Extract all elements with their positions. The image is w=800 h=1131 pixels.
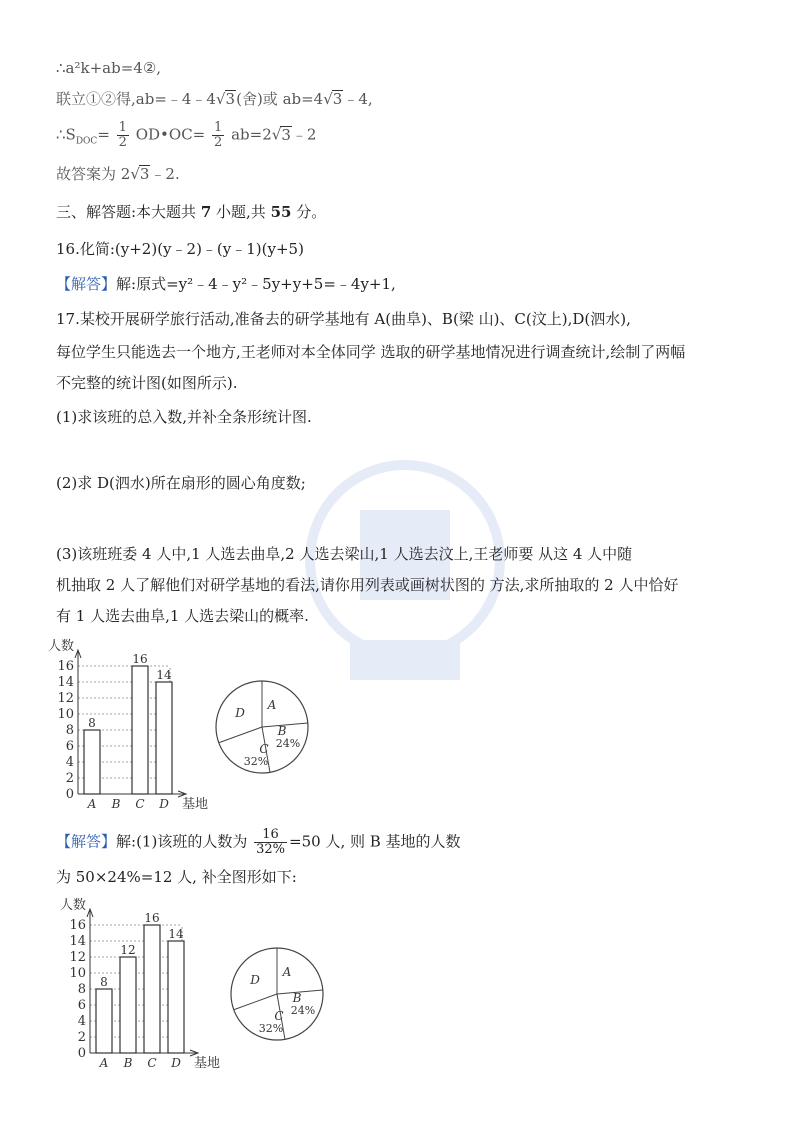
section-heading: 三、解答题:本大题共 7 小题,共 55 分。 — [56, 203, 327, 221]
y-tick-label: 4 — [65, 755, 74, 770]
derivation-line-1: ∴a²k+ab=4②, — [56, 59, 162, 77]
x-axis-label: 基地 — [194, 1056, 221, 1071]
y-tick-label: 4 — [77, 1014, 86, 1029]
x-tick-label: A — [87, 797, 97, 811]
x-tick-label: C — [135, 797, 145, 811]
y-tick-label: 6 — [65, 739, 74, 754]
x-axis-label: 基地 — [182, 797, 209, 812]
x-tick-label: D — [171, 1056, 181, 1070]
pie-slice-value: 24% — [275, 737, 301, 750]
pie-slice-value: 32% — [258, 1022, 284, 1035]
y-axis-label: 人数 — [48, 639, 75, 654]
y-tick-label: 0 — [77, 1046, 86, 1061]
pie-slice-label: B — [277, 724, 287, 738]
y-tick-label: 14 — [69, 934, 86, 949]
bar — [96, 989, 112, 1053]
y-axis-label: 人数 — [60, 898, 87, 913]
y-tick-label: 16 — [69, 918, 86, 933]
y-tick-label: 6 — [77, 998, 86, 1013]
y-tick-label: 8 — [77, 982, 86, 997]
pie-slice-value: 24% — [290, 1004, 316, 1017]
pie-slice-value: 32% — [243, 755, 269, 768]
y-tick-label: 12 — [57, 691, 74, 706]
y-tick-label: 2 — [77, 1030, 86, 1045]
bar — [132, 666, 148, 794]
x-tick-label: D — [159, 797, 169, 811]
derivation-line-2: 联立①②得,ab=﹣4﹣4√3(舍)或 ab=4√3﹣4, — [56, 90, 373, 108]
question-17-part3-line3: 有 1 人选去曲阜,1 人选去梁山的概率. — [56, 607, 309, 625]
watermark-emblem — [290, 440, 520, 700]
question-17-line3: 不完整的统计图(如图所示). — [56, 374, 238, 392]
x-tick-label: A — [99, 1056, 109, 1070]
pie-slice-label: D — [235, 706, 245, 720]
pie-slice-label: D — [250, 973, 260, 987]
y-tick-label: 10 — [57, 707, 74, 722]
question-16: 16.化简:(y+2)(y﹣2)﹣(y﹣1)(y+5) — [56, 240, 304, 258]
y-tick-label: 0 — [65, 787, 74, 802]
x-tick-label: C — [147, 1056, 157, 1070]
question-17-part2: (2)求 D(泗水)所在扇形的圆心角度数; — [56, 474, 306, 492]
pie-slice-label: A — [267, 698, 277, 712]
x-tick-label: B — [111, 797, 121, 811]
bar-data-label: 16 — [144, 911, 160, 925]
bar-data-label: 14 — [168, 927, 184, 941]
answer-17-line1: 【解答】解:(1)该班的人数为 $\frac{16}{32\%}$ =50 人, 则 B 基地的人数 — [56, 827, 461, 857]
y-tick-label: 12 — [69, 950, 86, 965]
bar-data-label: 12 — [120, 943, 136, 957]
bar — [84, 730, 100, 794]
question-17-part3-line1: (3)该班班委 4 人中,1 人选去曲阜,2 人选去梁山,1 人选去汶上,王老师要 从这 4 人中随 — [56, 545, 633, 563]
y-tick-label: 10 — [69, 966, 86, 981]
fraction-half: $\frac{1}{2}$ — [214, 120, 223, 150]
bar-data-label: 8 — [100, 975, 108, 989]
bar-data-label: 14 — [156, 668, 172, 682]
bar-chart-incomplete — [40, 638, 220, 813]
fraction-16-over-32pct: $\frac{16}{32\%}$ — [256, 827, 286, 857]
y-tick-label: 16 — [57, 659, 74, 674]
bar-chart-completed — [52, 897, 232, 1077]
question-17-line2: 每位学生只能选去一个地方,王老师对本全体同学 选取的研学基地情况进行调查统计,绘制了两幅 — [56, 343, 686, 361]
y-tick-label: 8 — [65, 723, 74, 738]
derivation-line-4: 故答案为 2√3﹣2. — [56, 165, 180, 183]
fraction-half: $\frac{1}{2}$ — [118, 120, 127, 150]
x-tick-label: B — [123, 1056, 133, 1070]
pie-slice-label: C — [259, 742, 269, 756]
derivation-line-3: $\therefore S_{DOC}=$ $\frac{1}{2}$ OD•OC= $\frac{1}{2}$ ab=2√3﹣2 — [56, 120, 317, 150]
bar — [156, 682, 172, 794]
bar — [168, 941, 184, 1053]
question-17-line1: 17.某校开展研学旅行活动,准备去的研学基地有 A(曲阜)、B(梁 山)、C(汶上),D(泗水), — [56, 310, 631, 328]
pie-slice-label: C — [274, 1009, 284, 1023]
bar — [120, 957, 136, 1053]
answer-17-line2: 为 50×24%=12 人, 补全图形如下: — [56, 868, 297, 886]
bar-data-label: 16 — [132, 652, 148, 666]
pie-chart-incomplete — [210, 675, 320, 785]
y-tick-label: 14 — [57, 675, 74, 690]
bar-data-label: 8 — [88, 716, 96, 730]
question-17-part1: (1)求该班的总入数,并补全条形统计图. — [56, 408, 312, 426]
y-tick-label: 2 — [65, 771, 74, 786]
bar — [144, 925, 160, 1053]
pie-slice-label: B — [292, 991, 302, 1005]
answer-16: 【解答】解:原式=y²﹣4﹣y²﹣5y+y+5=﹣4y+1, — [56, 275, 396, 293]
pie-chart-completed — [225, 942, 335, 1052]
question-17-part3-line2: 机抽取 2 人了解他们对研学基地的看法,请你用列表或画树状图的 方法,求所抽取的 2 人中恰好 — [56, 576, 679, 594]
pie-slice-label: A — [282, 965, 292, 979]
